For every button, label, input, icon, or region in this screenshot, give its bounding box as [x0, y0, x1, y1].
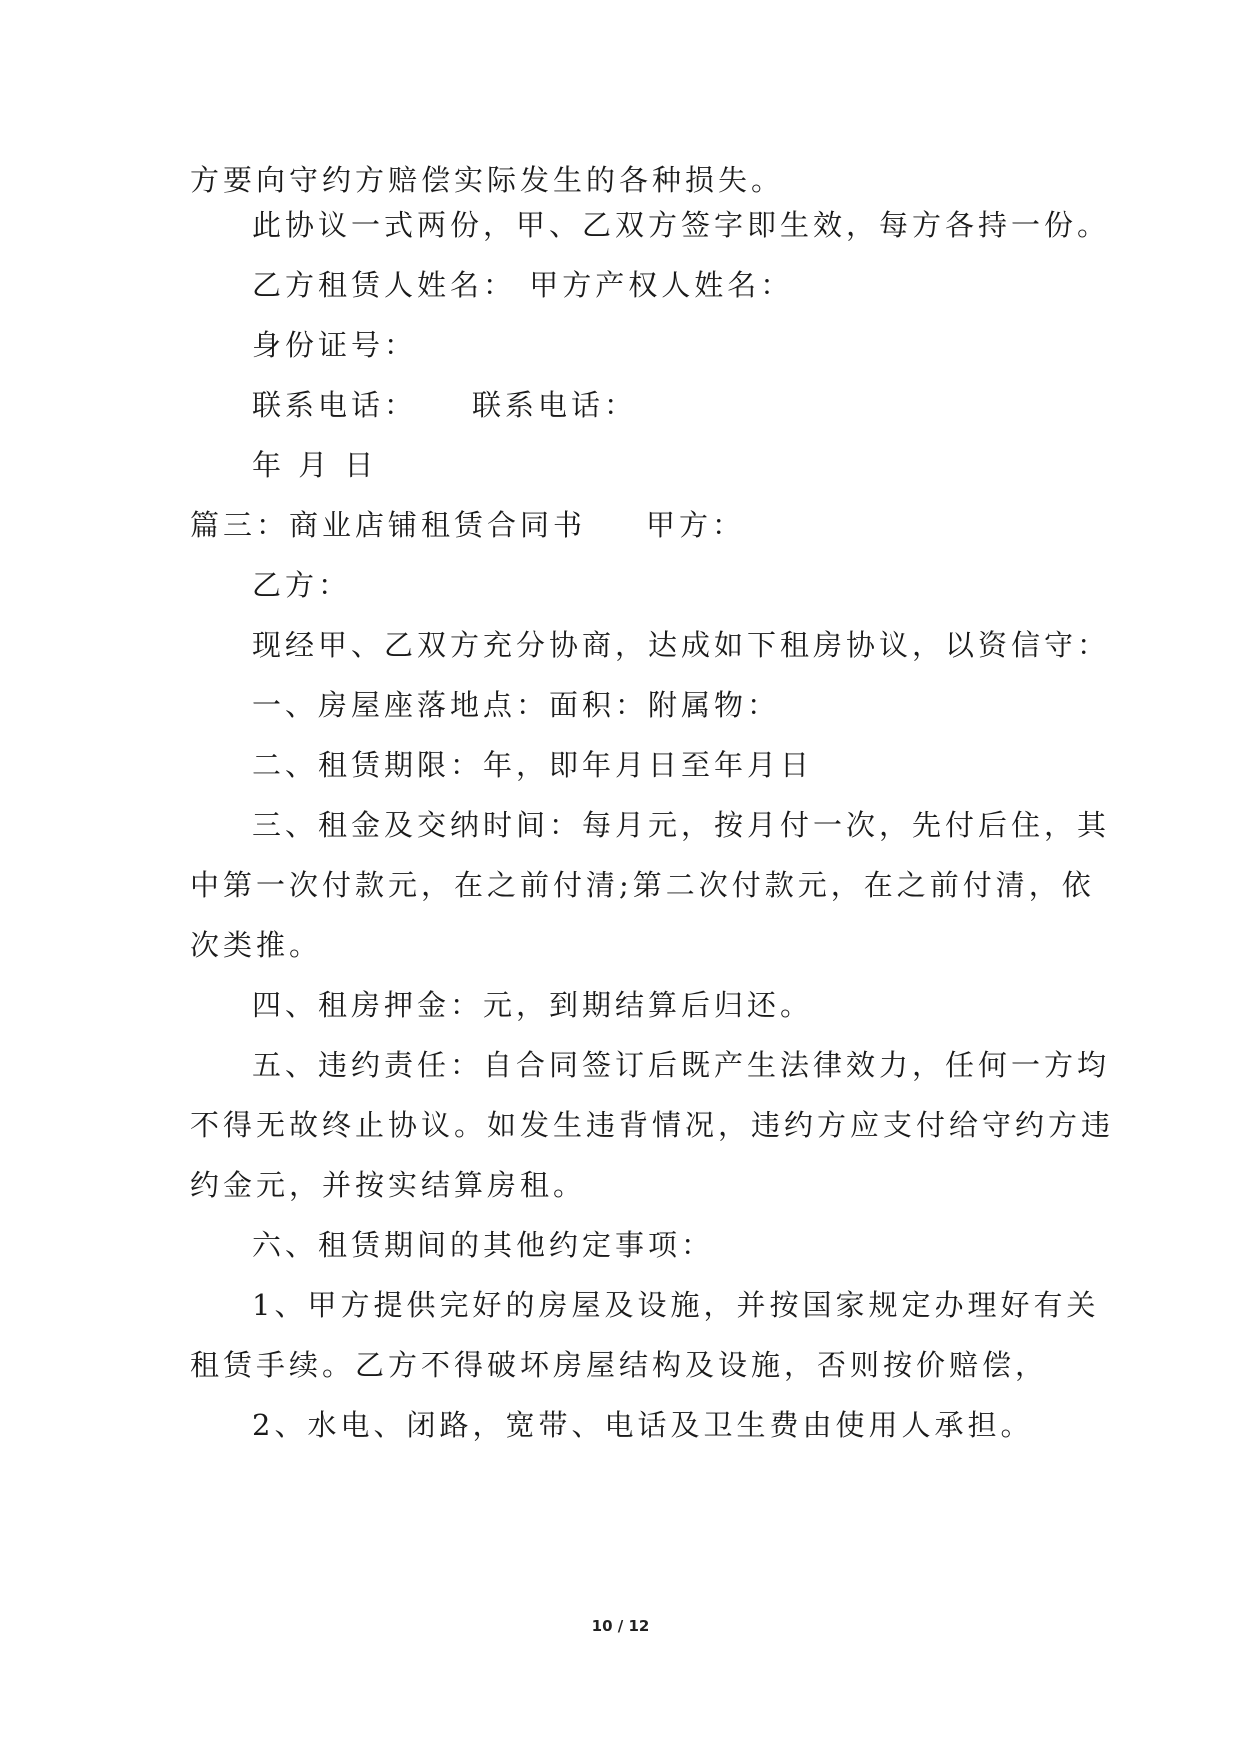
- clause-6: 六、租赁期间的其他约定事项：: [252, 1228, 715, 1262]
- contact-phone-row: [252, 385, 1152, 425]
- party-b-label: 乙方：: [252, 568, 352, 602]
- sub-clause-2: 2、水电、闭路，宽带、电话及卫生费由使用人承担。: [252, 1408, 1034, 1442]
- paragraph-line: 中第一次付款元，在之前付清;第二次付款元，在之前付清，依: [190, 868, 1095, 902]
- page-number: 10 / 12: [591, 1617, 650, 1635]
- paragraph-line: 约金元，并按实结算房租。: [190, 1168, 587, 1202]
- party-a-label: 甲方：: [646, 508, 746, 542]
- date-line: 年 月 日: [252, 448, 378, 482]
- paragraph-line: 此协议一式两份，甲、乙双方签字即生效，每方各持一份。: [252, 208, 1111, 242]
- sub-clause-1: 1、甲方提供完好的房屋及设施，并按国家规定办理好有关: [252, 1288, 1100, 1322]
- paragraph-line: 现经甲、乙双方充分协商，达成如下租房协议，以资信守：: [252, 628, 1111, 662]
- clause-2: 二、租赁期限：年，即年月日至年月日: [252, 748, 814, 782]
- contact-phone-label-owner: 联系电话：: [472, 388, 638, 422]
- paragraph-line: 次类推。: [190, 928, 323, 962]
- section-heading: 篇三：商业店铺租赁合同书: [190, 508, 587, 542]
- clause-4: 四、租房押金：元，到期结算后归还。: [252, 988, 814, 1022]
- paragraph-line: 租赁手续。乙方不得破坏房屋结构及设施，否则按价赔偿，: [190, 1348, 1049, 1382]
- contact-phone-label-tenant: 联系电话：: [252, 388, 418, 422]
- paragraph-line: 乙方租赁人姓名： 甲方产权人姓名：: [252, 268, 794, 302]
- paragraph-line: 方要向守约方赔偿实际发生的各种损失。: [190, 163, 785, 197]
- clause-1: 一、房屋座落地点：面积：附属物：: [252, 688, 781, 722]
- paragraph-line: 不得无故终止协议。如发生违背情况，违约方应支付给守约方违: [190, 1108, 1115, 1142]
- paragraph-line: 身份证号：: [252, 328, 418, 362]
- clause-3: 三、租金及交纳时间：每月元，按月付一次，先付后住，其: [252, 808, 1111, 842]
- clause-5: 五、违约责任：自合同签订后既产生法律效力，任何一方均: [252, 1048, 1111, 1082]
- section-heading-row: [190, 505, 1090, 545]
